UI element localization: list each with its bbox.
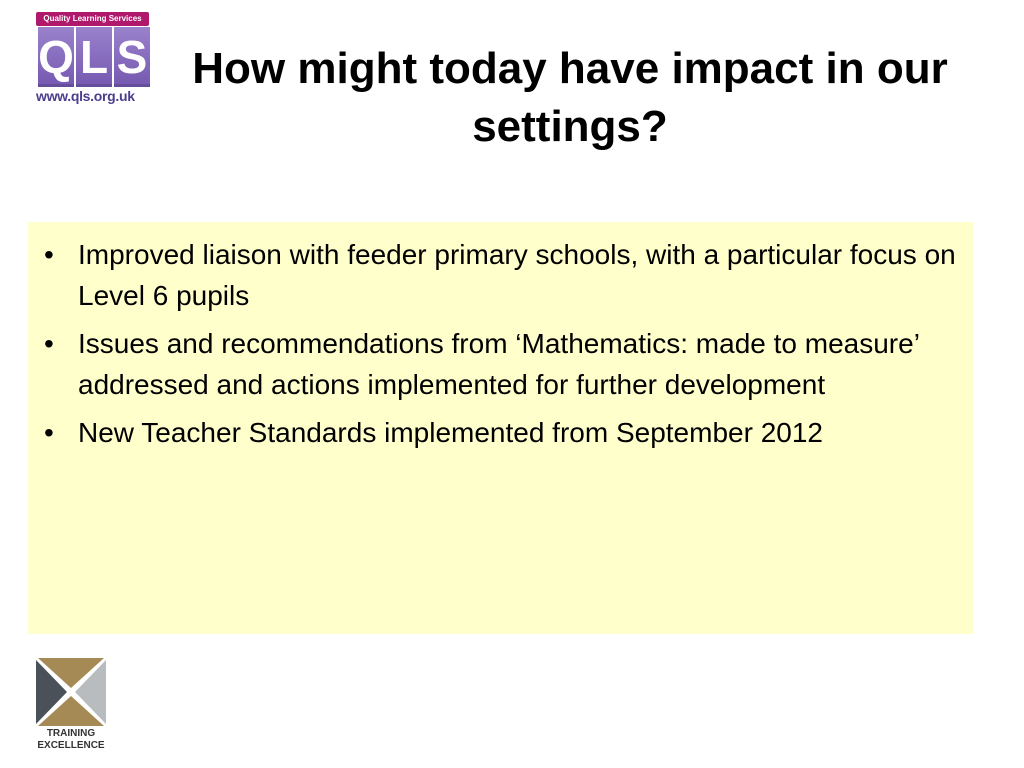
- bullet-item: [38, 323, 957, 405]
- bullet-text: Improved liaison with feeder primary schools, with a particular focus on Level 6 pupils: [78, 239, 956, 311]
- bullet-item: [38, 234, 957, 316]
- qls-letter-q: Q: [38, 27, 74, 87]
- bullet-dot-icon: •: [44, 417, 54, 448]
- slide-title: How might today have impact in our settings?: [192, 44, 948, 151]
- training-excellence-line1: TRAINING: [46, 728, 96, 739]
- training-excellence-logo: [36, 658, 106, 754]
- bullet-dot-icon: •: [44, 239, 54, 270]
- bullet-text: New Teacher Standards implemented from September 2012: [78, 417, 823, 448]
- qls-banner: Quality Learning Services: [36, 12, 149, 26]
- training-excellence-text: [36, 728, 106, 752]
- qls-logo: [36, 12, 152, 104]
- qls-letter-s: S: [114, 27, 150, 87]
- bullet-list: [38, 234, 957, 453]
- training-excellence-mark-icon: [36, 658, 106, 726]
- qls-url: www.qls.org.uk: [36, 88, 135, 104]
- bullet-text: Issues and recommendations from ‘Mathematics: made to measure’ addressed and actions implemented for further development: [78, 328, 919, 400]
- qls-letter-l: L: [76, 27, 112, 87]
- bullet-item: [38, 412, 957, 453]
- training-excellence-line2: EXCELLENCE: [37, 740, 105, 751]
- bullet-dot-icon: •: [44, 328, 54, 359]
- content-box: [28, 222, 973, 634]
- qls-letters: [38, 27, 150, 87]
